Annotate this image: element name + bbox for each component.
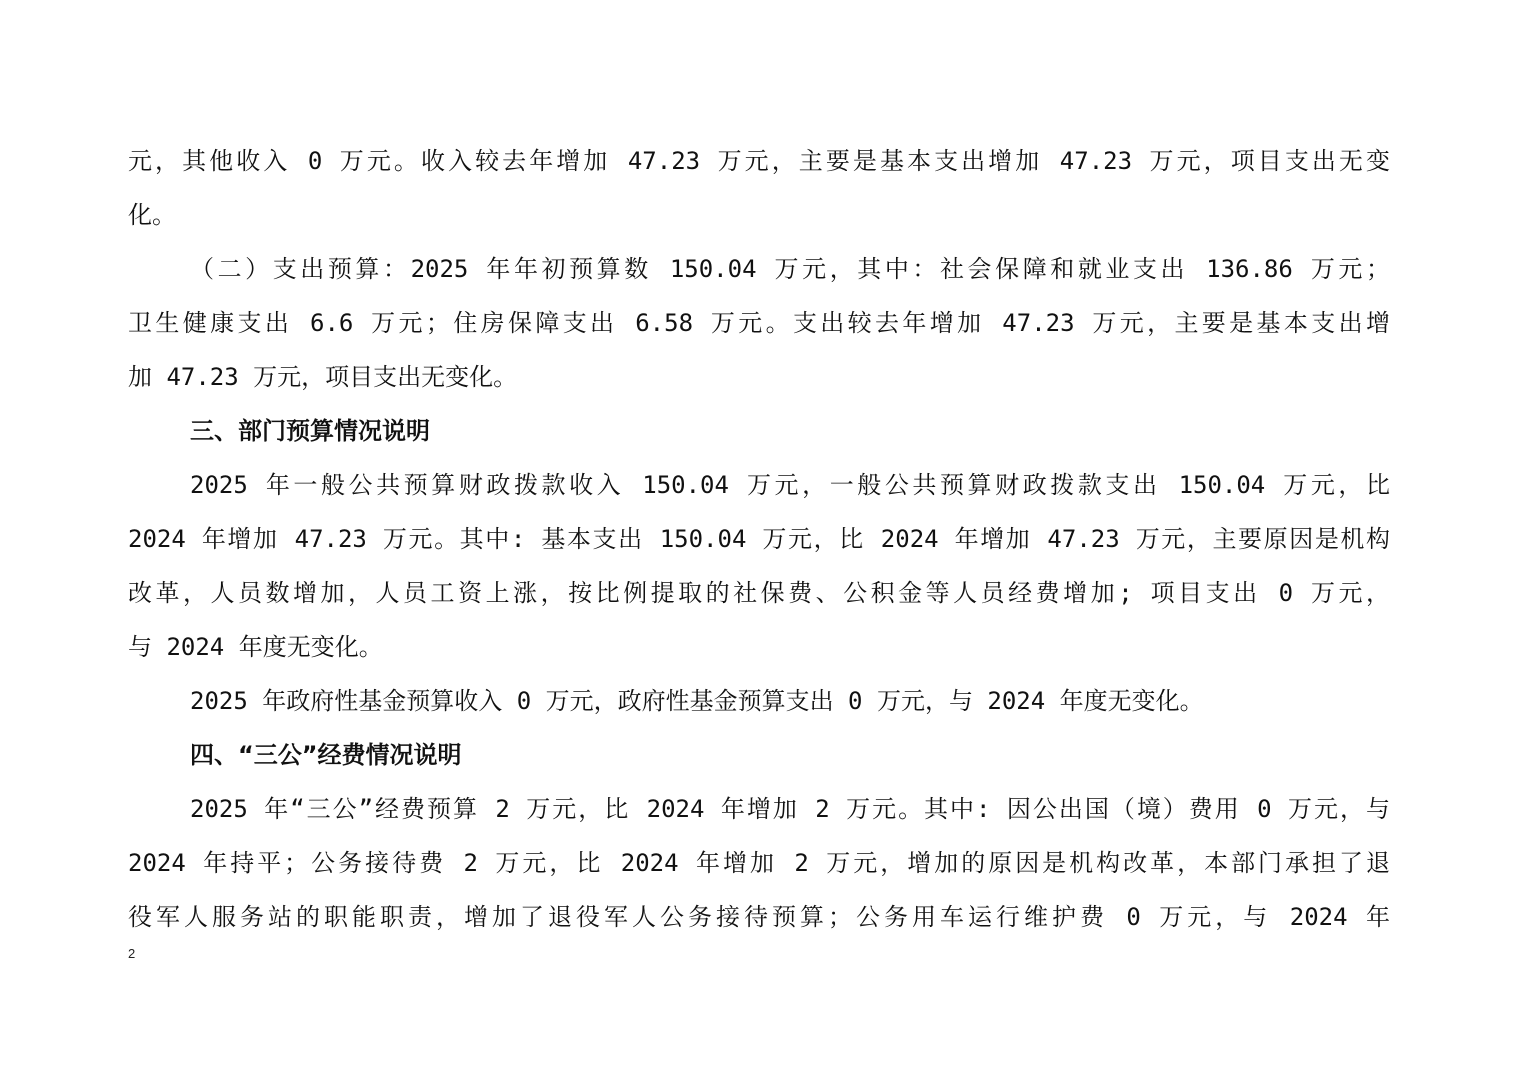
body-line-3: （二）支出预算：2025 年年初预算数 150.04 万元，其中：社会保障和就业支出 136.86 万元； (190, 255, 1390, 283)
body-line-4: 卫生健康支出 6.6 万元；住房保障支出 6.58 万元。支出较去年增加 47.23 万元，主要是基本支出增 (128, 309, 1390, 337)
page-number: 2 (128, 946, 136, 961)
document-body (128, 134, 1390, 944)
body-line-11: 2025 年政府性基金预算收入 0 万元，政府性基金预算支出 0 万元，与 2024 年度无变化。 (190, 687, 1204, 715)
body-line-5: 加 47.23 万元，项目支出无变化。 (128, 363, 518, 391)
body-line-13: 2025 年“三公”经费预算 2 万元，比 2024 年增加 2 万元。其中: 因公出国（境）费用 0 万元，与 (190, 795, 1390, 823)
body-line-2: 化。 (128, 201, 176, 229)
section-heading-4: 四、“三公”经费情况说明 (190, 741, 462, 769)
body-line-15: 役军人服务站的职能职责，增加了退役军人公务接待预算；公务用车运行维护费 0 万元，与 2024 年 (128, 903, 1390, 931)
body-line-10: 与 2024 年度无变化。 (128, 633, 383, 661)
body-line-1: 元，其他收入 0 万元。收入较去年增加 47.23 万元，主要是基本支出增加 47.23 万元，项目支出无变 (128, 147, 1390, 175)
section-heading-3: 三、部门预算情况说明 (190, 417, 430, 445)
body-line-9: 改革，人员数增加，人员工资上涨，按比例提取的社保费、公积金等人员经费增加; 项目支出 0 万元， (128, 579, 1390, 607)
body-line-7: 2025 年一般公共预算财政拨款收入 150.04 万元，一般公共预算财政拨款支出 150.04 万元，比 (190, 471, 1390, 499)
body-line-8: 2024 年增加 47.23 万元。其中: 基本支出 150.04 万元，比 2024 年增加 47.23 万元，主要原因是机构 (128, 525, 1390, 553)
body-line-14: 2024 年持平；公务接待费 2 万元，比 2024 年增加 2 万元，增加的原因是机构改革，本部门承担了退 (128, 849, 1390, 877)
